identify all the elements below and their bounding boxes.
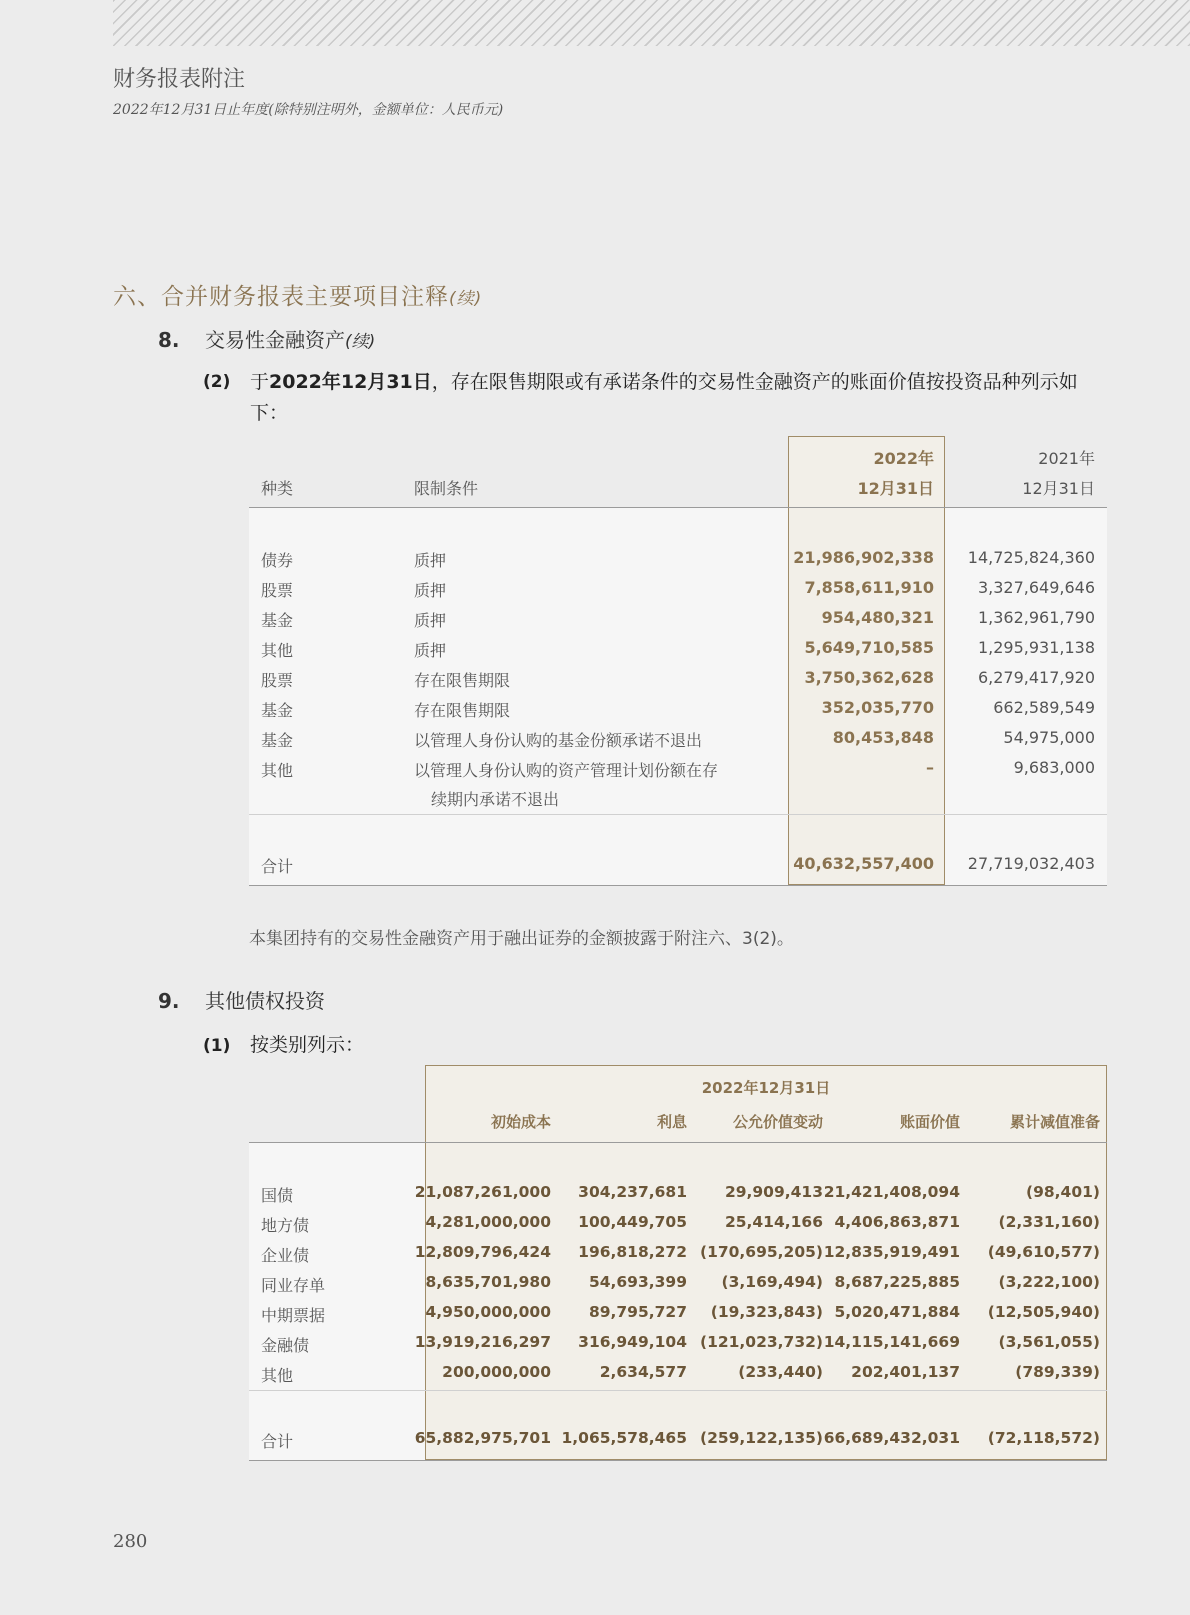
table1-bottom-rule [249,885,1107,886]
item9-heading [158,985,325,1014]
section-title: 六、合并财务报表主要项目注释 [113,284,449,310]
section-cont: (续) [449,289,483,309]
table2-cell-value: 89,795,727 [588,1303,687,1321]
table1-row-condition: 以管理人身份认购的基金份额承诺不退出 [414,731,703,750]
disclosure-note: 本集团持有的交易性金融资产用于融出证券的金额披露于附注六、3(2)。 [249,929,794,949]
table2-cell-value: 12,809,796,424 [414,1243,551,1261]
table1-row-condition: 质押 [414,581,447,600]
table2-cell-value: 25,414,166 [724,1213,823,1231]
table2-cell-value: (121,023,732) [699,1333,823,1351]
table1-row-value-2022: 5,649,710,585 [804,638,934,657]
para91-label: (1) [203,1036,231,1056]
table2-cell-value: 54,693,399 [588,1273,687,1291]
table1-row-condition: 质押 [414,611,447,630]
table2-row-name: 地方债 [261,1216,310,1235]
table1-row-value-2021: 1,362,961,790 [977,608,1095,627]
table2-cell-value: (2,331,160) [998,1213,1100,1231]
table1-row-value-2021: 6,279,417,920 [977,668,1095,687]
table2-total-value: 66,689,432,031 [823,1429,960,1447]
table2-cell-value: 2,634,577 [599,1363,687,1381]
table1-row-condition: 存在限售期限 [414,701,511,720]
table2-col-header: 账面价值 [899,1113,960,1131]
para2-date: 2022年12月31日 [269,371,432,393]
table1-row-condition: 质押 [414,551,447,570]
table2-total-value: (259,122,135) [699,1429,823,1447]
item8-number: 8. [158,328,180,352]
table2-cell-value: 14,115,141,669 [823,1333,960,1351]
table1-row-value-2022: 80,453,848 [832,728,934,747]
table1-total-2022: 40,632,557,400 [793,854,934,873]
table2-cell-value: (3,222,100) [998,1273,1100,1291]
table2-cell-value: (3,561,055) [998,1333,1100,1351]
table2-cell-value: (233,440) [738,1363,823,1381]
para2 [203,367,1108,429]
table2-row-name: 企业债 [261,1246,310,1265]
table1-header-kind: 种类 [261,479,294,498]
header-hatch-band [113,0,1190,46]
table1-row-value-2022: 352,035,770 [821,698,934,717]
table2-row-name: 中期票据 [261,1306,326,1325]
table1-row-condition-cont: 续期内承诺不退出 [431,790,560,809]
table1-row-value-2021: 54,975,000 [1003,728,1095,747]
report-header-subtitle: 2022年12月31日止年度(除特别注明外，金额单位：人民币元) [113,102,504,118]
table1-row-kind: 债券 [261,551,294,570]
table1-row-value-2021: 14,725,824,360 [967,548,1095,567]
table2-cell-value: 200,000,000 [442,1363,551,1381]
table1-row-value-2022: 21,986,902,338 [793,548,934,567]
table1-row-value-2021: 3,327,649,646 [977,578,1095,597]
table1-row-kind: 其他 [261,761,294,780]
table2-cell-value: 196,818,272 [578,1243,687,1261]
table1-row-value-2021: 9,683,000 [1013,758,1095,777]
table2-total-value: (72,118,572) [987,1429,1100,1447]
table1-header-2021-date: 12月31日 [1022,479,1095,498]
restricted-assets-table [249,436,1107,885]
table2-cell-value: 100,449,705 [578,1213,687,1231]
table1-header-rule [249,507,1107,508]
table1-row-value-2022: 7,858,611,910 [804,578,934,597]
table1-highlight-column [788,436,945,885]
table2-row-name: 其他 [261,1366,294,1385]
para2-text-a: 于 [250,371,270,393]
table2-row-name: 国债 [261,1186,294,1205]
table1-row-kind: 基金 [261,701,294,720]
table2-row-name: 金融债 [261,1336,310,1355]
table2-col-header: 累计减值准备 [1009,1113,1100,1131]
para2-label: (2) [203,372,231,392]
table2-col-header: 利息 [656,1113,687,1131]
table1-header-2022-date: 12月31日 [857,479,934,498]
table1-row-value-2021: 1,295,931,138 [977,638,1095,657]
page-number: 280 [113,1531,148,1552]
para91-text: 按类别列示： [250,1034,365,1056]
table2-cell-value: 13,919,216,297 [414,1333,551,1351]
table2-cell-value: (789,339) [1015,1363,1100,1381]
table2-cell-value: 202,401,137 [851,1363,960,1381]
table2-total-value: 65,882,975,701 [414,1429,551,1447]
table2-cell-value: 304,237,681 [578,1183,687,1201]
table2-cell-value: 316,949,104 [578,1333,687,1351]
table2-cell-value: 5,020,471,884 [834,1303,960,1321]
table1-row-value-2022: 954,480,321 [821,608,934,627]
table2-col-header: 公允价值变动 [732,1113,823,1131]
table1-total-rule [249,814,1107,815]
para2-text-b: ，存在限售期限或有承诺条件的交易性金融资产的账面价值按投资品种列示如下： [250,371,1078,424]
table1-row-value-2021: 662,589,549 [993,698,1095,717]
table1-total-label: 合计 [261,857,294,876]
table2-cell-value: 4,950,000,000 [425,1303,551,1321]
table2-date-header: 2022年12月31日 [701,1079,831,1097]
table2-cell-value: (12,505,940) [987,1303,1100,1321]
table2-cell-value: (49,610,577) [987,1243,1100,1261]
table2-bottom-rule [249,1460,1107,1461]
table2-total-label: 合计 [261,1432,294,1451]
table2-cell-value: (3,169,494) [721,1273,823,1291]
table1-row-kind: 股票 [261,671,294,690]
table2-cell-value: 4,281,000,000 [425,1213,551,1231]
table2-cell-value: 21,087,261,000 [414,1183,551,1201]
table2-total-value: 1,065,578,465 [561,1429,687,1447]
table1-row-kind: 基金 [261,731,294,750]
debt-investments-table [249,1065,1107,1460]
table1-header-2022-year: 2022年 [873,449,934,468]
item9-number: 9. [158,989,180,1013]
table2-cell-value: (170,695,205) [699,1243,823,1261]
item8-cont: (续) [345,332,376,352]
table2-cell-value: (19,323,843) [710,1303,823,1321]
item9-title: 其他债权投资 [205,989,325,1013]
report-header-title: 财务报表附注 [113,67,246,92]
item8-heading [158,324,375,353]
table2-row-name: 同业存单 [261,1276,326,1295]
table2-cell-value: 8,635,701,980 [425,1273,551,1291]
table2-cell-value: 21,421,408,094 [823,1183,960,1201]
table1-row-kind: 股票 [261,581,294,600]
table2-cell-value: 12,835,919,491 [823,1243,960,1261]
table2-cell-value: 4,406,863,871 [834,1213,960,1231]
table1-row-kind: 基金 [261,611,294,630]
table2-cell-value: (98,401) [1026,1183,1100,1201]
section-heading [113,278,482,311]
table1-row-condition: 质押 [414,641,447,660]
table2-cell-value: 29,909,413 [724,1183,823,1201]
table1-row-value-2022: – [926,758,934,777]
table2-total-rule [249,1390,1107,1391]
table1-row-value-2022: 3,750,362,628 [804,668,934,687]
table1-row-condition: 存在限售期限 [414,671,511,690]
para2-text [250,367,1108,429]
table2-col-header: 初始成本 [490,1113,551,1131]
table2-cell-value: 8,687,225,885 [834,1273,960,1291]
table1-header-2021-year: 2021年 [1038,449,1095,468]
para91 [203,1030,364,1057]
table2-header-rule [249,1142,1107,1143]
table1-row-kind: 其他 [261,641,294,660]
item8-title: 交易性金融资产 [205,328,345,352]
table1-row-condition: 以管理人身份认购的资产管理计划份额在存 [414,761,719,780]
table1-total-2021: 27,719,032,403 [967,854,1095,873]
table1-header-condition: 限制条件 [414,479,479,498]
